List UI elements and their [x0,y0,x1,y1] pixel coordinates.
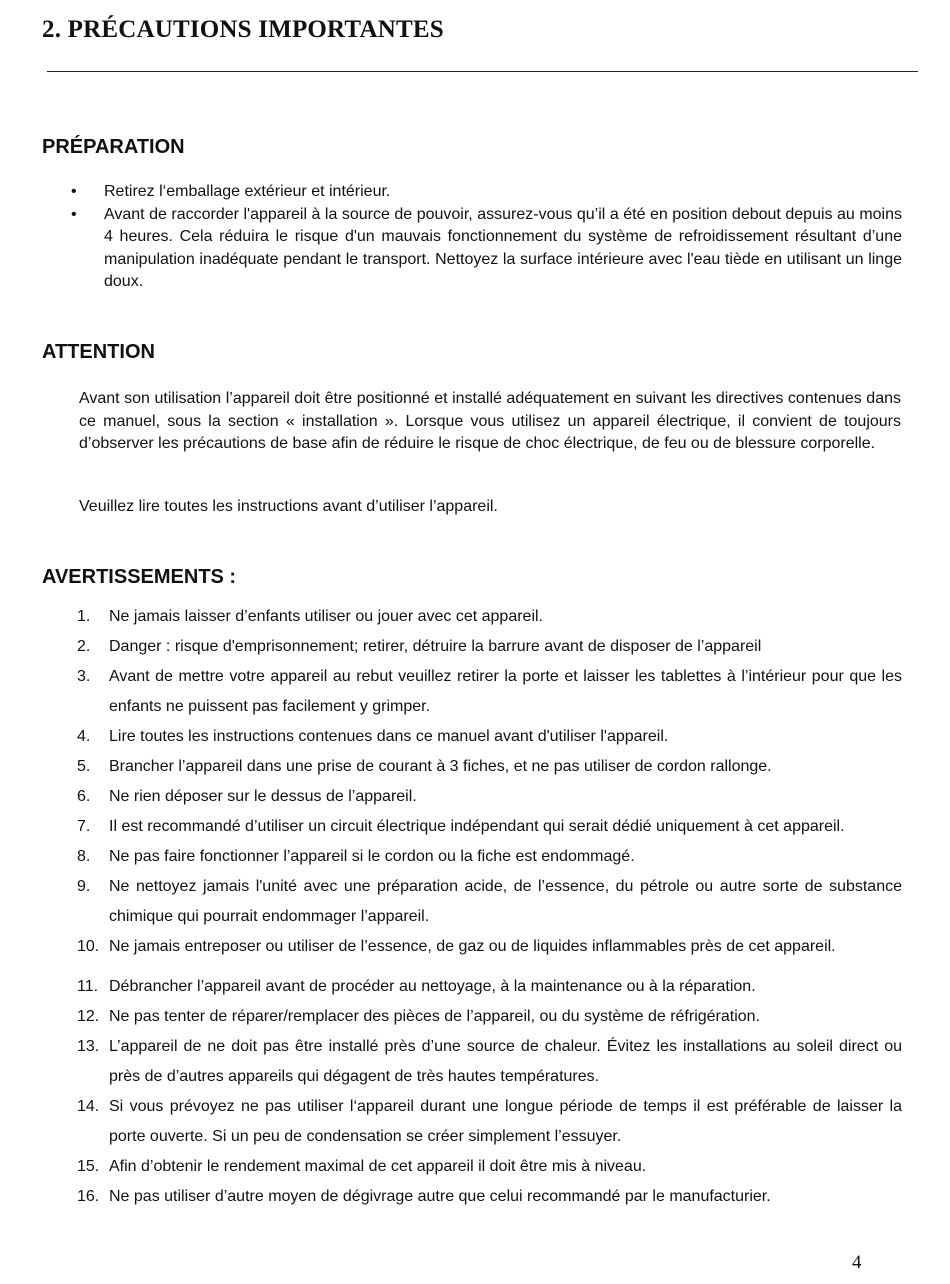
warning-text: Il est recommandé d’utiliser un circuit électrique indépendant qui serait dédié uniquement à cet appareil. [109,818,845,835]
warning-item [77,842,902,872]
warning-number: 10. [77,938,100,955]
warning-number: 1. [77,608,91,625]
warning-number: 13. [77,1038,100,1055]
warning-number: 15. [77,1158,100,1175]
preparation-heading: PRÉPARATION [42,136,185,158]
preparation-item-text: Avant de raccorder l'appareil à la source de pouvoir, assurez-vous qu’il a été en position debout depuis au moins 4 heures. Cela réduira le risque d'un mauvais fonctionnement du système de refroidissement résultant d’une manipulation inadéquate pendant le transport. Nettoyez la surface intérieure avec l'eau tiède en utilisant un linge doux. [104,205,902,290]
warning-text: Brancher l’appareil dans une prise de courant à 3 fiches, et ne pas utiliser de cordon rallonge. [109,758,772,775]
warning-number: 5. [77,758,91,775]
warning-number: 4. [77,728,91,745]
warning-number: 16. [77,1188,100,1205]
preparation-list [68,181,902,294]
warning-number: 6. [77,788,91,805]
warning-item [77,722,902,752]
bullet-marker: • [71,183,77,200]
title-divider [47,71,918,72]
warning-number: 7. [77,818,91,835]
warning-item [77,782,902,812]
warning-text: Ne jamais entreposer ou utiliser de l’essence, de gaz ou de liquides inflammables près de cet appareil. [109,938,836,955]
warning-item [77,752,902,782]
warning-number: 9. [77,878,91,895]
warning-number: 12. [77,1008,100,1025]
warning-number: 11. [77,978,99,995]
attention-paragraph: Avant son utilisation l’appareil doit être positionné et installé adéquatement en suivant les directives contenues dans ce manuel, sous la section « installation ». Lorsque vous utilisez un appareil électrique, il convient de toujours d’observer les précautions de base afin de réduire le risque de choc électrique, de feu ou de blessure corporelle. [79,390,901,452]
warning-item [77,872,902,932]
warnings-list [77,602,902,1212]
warnings-heading: AVERTISSEMENTS : [42,566,237,588]
preparation-item [68,181,902,204]
attention-heading: ATTENTION [42,341,155,363]
attention-note: Veuillez lire toutes les instructions avant d’utiliser l’appareil. [79,498,498,515]
warning-text: Ne pas utiliser d’autre moyen de dégivrage autre que celui recommandé par le manufacturier. [109,1188,771,1205]
warning-number: 14. [77,1098,100,1115]
warning-item [77,1002,902,1032]
page-number: 4 [852,1252,862,1273]
warning-item [77,1182,902,1212]
warning-item [77,1152,902,1182]
warning-text: Ne pas tenter de réparer/remplacer des pièces de l’appareil, ou du système de réfrigération. [109,1008,761,1025]
warning-number: 3. [77,668,91,685]
warning-item [77,812,902,842]
warning-text: Ne jamais laisser d’enfants utiliser ou jouer avec cet appareil. [109,608,543,625]
warning-text: Ne pas faire fonctionner l’appareil si le cordon ou la fiche est endommagé. [109,848,635,865]
page-title: 2. PRÉCAUTIONS IMPORTANTES [42,16,444,43]
warning-text: Si vous prévoyez ne pas utiliser l‘appareil durant une longue période de temps il est préférable de laisser la porte ouverte. Si un peu de condensation se créer simplement l’essuyer. [109,1098,902,1145]
warning-number: 8. [77,848,91,865]
warning-text: L’appareil de ne doit pas être installé près d’une source de chaleur. Évitez les installations au soleil direct ou près de d’autres appareils qui dégagent de très hautes températures. [109,1038,902,1085]
bullet-marker: • [71,205,77,223]
warning-item [77,932,902,962]
preparation-item [68,204,902,294]
warning-text: Avant de mettre votre appareil au rebut veuillez retirer la porte et laisser les tablettes à l’intérieur pour que les enfants ne puissent pas facilement y grimper. [109,668,902,715]
warning-item [77,632,902,662]
warning-number: 2. [77,638,91,655]
warning-text: Ne nettoyez jamais l'unité avec une préparation acide, de l’essence, du pétrole ou autre sorte de substance chimique qui pourrait endommager l’appareil. [109,878,902,925]
warning-item [77,972,902,1002]
preparation-item-text: Retirez l‘emballage extérieur et intérieur. [104,183,391,200]
warning-text: Lire toutes les instructions contenues dans ce manuel avant d'utiliser l'appareil. [109,728,669,745]
warning-text: Ne rien déposer sur le dessus de l’appareil. [109,788,417,805]
warning-text: Afin d’obtenir le rendement maximal de cet appareil il doit être mis à niveau. [109,1158,647,1175]
warning-text: Danger : risque d'emprisonnement; retirer, détruire la barrure avant de disposer de l’appareil [109,638,762,655]
warning-item [77,662,902,722]
warning-text: Débrancher l’appareil avant de procéder au nettoyage, à la maintenance ou à la réparation. [109,978,756,995]
warning-item [77,602,902,632]
warning-item [77,1092,902,1152]
warning-item [77,1032,902,1092]
